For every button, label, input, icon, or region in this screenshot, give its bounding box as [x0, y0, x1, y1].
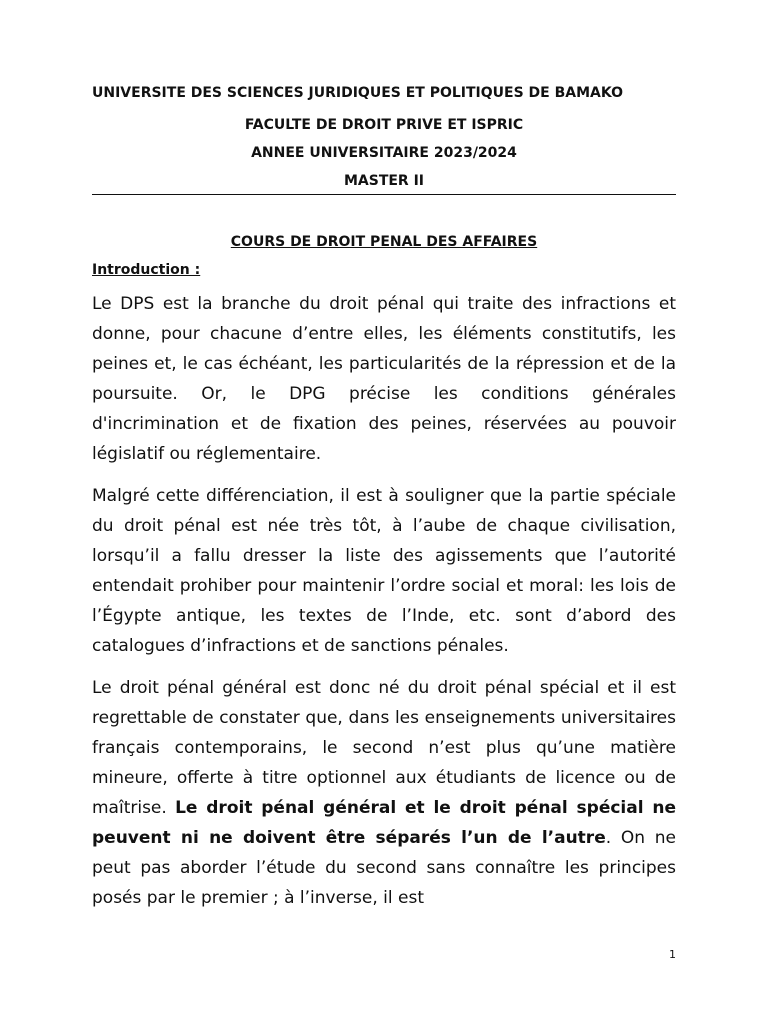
faculty-name: FACULTE DE DROIT PRIVE ET ISPRIC [244, 117, 524, 133]
course-title: COURS DE DROIT PENAL DES AFFAIRES [230, 234, 538, 250]
paragraph-3-start: Le droit pénal général est donc né du droit pénal spécial et il est regrettable de constater que, dans les enseignements universitaires français contemporains, le second n’est plus qu’une matière mineure, offerte à titre optionnel aux étudiants de licence ou de maîtrise. [92, 678, 676, 818]
paragraph-3-end: . On ne peut pas aborder l’étude du second sans connaître les principes posés par le premier ; à l’inverse, il est [92, 828, 677, 908]
university-name: UNIVERSITE DES SCIENCES JURIDIQUES ET POLITIQUES DE BAMAKO [92, 85, 624, 101]
study-level: MASTER II [343, 173, 425, 189]
page-content [92, 84, 676, 913]
paragraph-1: Le DPS est la branche du droit pénal qui traite des infractions et donne, pour chacune d’entre elles, les éléments constitutifs, les peines et, le cas échéant, les particularités de la répression et de la poursuite. Or, le DPG précise les conditions générales d'incrimination et de fixation des peines, réservées au pouvoir législatif ou réglementaire. [92, 294, 676, 464]
paragraph-2: Malgré cette différenciation, il est à souligner que la partie spéciale du droit pénal est née très tôt, à l’aube de chaque civilisation, lorsqu’il a fallu dresser la liste des agissements que l’autorité entendait prohiber pour maintenir l’ordre social et moral: les lois de l’Égypte antique, les textes de l’Inde, etc. sont d’abord des catalogues d’infractions et de sanctions pénales. [92, 486, 676, 656]
page-number: 1 [669, 948, 676, 961]
introduction-heading: Introduction : [92, 262, 201, 278]
academic-year: ANNEE UNIVERSITAIRE 2023/2024 [251, 145, 517, 161]
paragraph-3 [92, 673, 676, 913]
header-divider [92, 194, 676, 195]
paragraph-3-emphasis: Le droit pénal général et le droit pénal spécial ne peuvent ni ne doivent être séparés l’un de l’autre [92, 798, 676, 848]
